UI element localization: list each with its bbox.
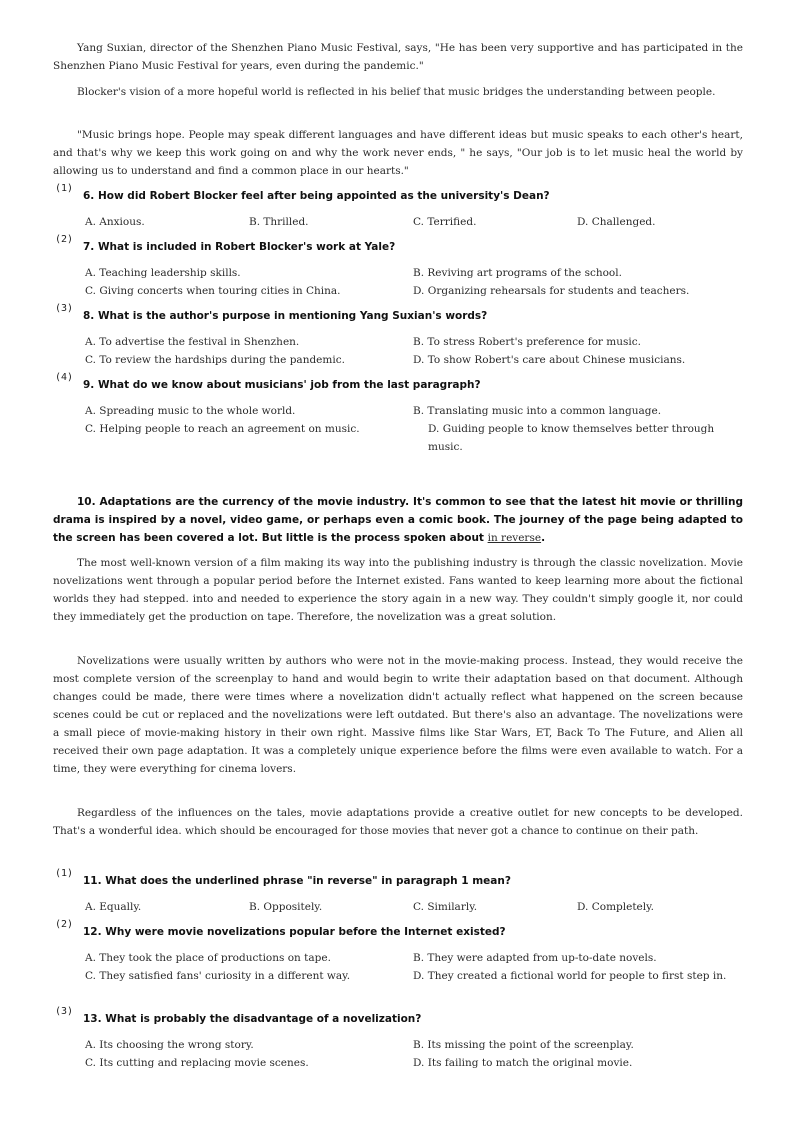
q11-option-d[interactable]: D. Completely. [577, 901, 654, 913]
q6-option-a[interactable]: A. Anxious. [85, 216, 145, 228]
q7-option-b[interactable]: B. Reviving art programs of the school. [413, 267, 622, 279]
q13-option-b[interactable]: B. Its missing the point of the screenplay. [413, 1039, 634, 1051]
passage2-intro-text: 10. Adaptations are the currency of the movie industry. It's common to see that the latest hit movie or thrilling drama is inspired by a novel, video game, or perhaps even a comic book. The journey of the page being adapted to the screen has been covered a lot. But little is the process spoken about [53, 496, 743, 544]
passage2-intro-end: . [541, 532, 546, 544]
q9-option-d[interactable]: D. Guiding people to know themselves better through music. [428, 423, 715, 453]
underlined-phrase: in reverse [487, 532, 542, 544]
q7-option-a[interactable]: A. Teaching leadership skills. [85, 267, 241, 279]
q8-option-d[interactable]: D. To show Robert's care about Chinese musicians. [413, 354, 686, 366]
question-12-text: 12. Why were movie novelizations popular before the Internet existed? [83, 926, 506, 938]
question-13-text: 13. What is probably the disadvantage of a novelization? [83, 1013, 422, 1025]
q6-option-c[interactable]: C. Terrified. [413, 216, 477, 228]
q9-option-c[interactable]: C. Helping people to reach an agreement on music. [85, 423, 360, 435]
question-number: (1) [55, 868, 74, 879]
q11-option-a[interactable]: A. Equally. [85, 901, 142, 913]
passage1-paragraph-3: "Music brings hope. People may speak different languages and have different ideas but music speaks to each other's heart, and that's why we keep this work going on and why the work never ends, " he says, "Our job is to let music heal the world by allowing us to understand and find a common place in our hearts." [53, 129, 743, 177]
q9-option-b[interactable]: B. Translating music into a common language. [413, 405, 662, 417]
q13-option-a[interactable]: A. Its choosing the wrong story. [85, 1039, 254, 1051]
q8-option-a[interactable]: A. To advertise the festival in Shenzhen. [85, 336, 300, 348]
passage1-paragraph-2: Blocker's vision of a more hopeful world is reflected in his belief that music bridges the understanding between people. [77, 86, 716, 98]
question-11-text: 11. What does the underlined phrase "in reverse" in paragraph 1 mean? [83, 875, 511, 887]
passage2-paragraph-3: Regardless of the influences on the tales, movie adaptations provide a creative outlet for new concepts to be developed. That's a wonderful idea. which should be encouraged for those movies that never got a chance to continue on their path. [53, 807, 743, 837]
question-number: (3) [55, 1006, 74, 1017]
passage2-intro [53, 493, 743, 547]
question-number: (4) [55, 372, 74, 383]
q12-option-b[interactable]: B. They were adapted from up-to-date novels. [413, 952, 657, 964]
q13-option-d[interactable]: D. Its failing to match the original movie. [413, 1057, 633, 1069]
question-number: (2) [55, 234, 74, 245]
question-7-text: 7. What is included in Robert Blocker's work at Yale? [83, 241, 396, 253]
q8-option-b[interactable]: B. To stress Robert's preference for music. [413, 336, 641, 348]
q12-option-a[interactable]: A. They took the place of productions on tape. [85, 952, 331, 964]
q12-option-d[interactable]: D. They created a fictional world for people to first step in. [413, 970, 727, 982]
question-6-text: 6. How did Robert Blocker feel after being appointed as the university's Dean? [83, 190, 550, 202]
q13-option-c[interactable]: C. Its cutting and replacing movie scenes. [85, 1057, 309, 1069]
question-8-text: 8. What is the author's purpose in mentioning Yang Suxian's words? [83, 310, 488, 322]
q9-option-a[interactable]: A. Spreading music to the whole world. [85, 405, 296, 417]
q8-option-c[interactable]: C. To review the hardships during the pandemic. [85, 354, 345, 366]
passage2-paragraph-2: Novelizations were usually written by authors who were not in the movie-making process. Instead, they would receive the most complete version of the screenplay to hand and would begin to write their adaptation based on that document. Although changes could be made, there were times where a novelization didn't actually reflect what happened on the screen because scenes could be cut or replaced and the novelizations were left outdated. But there's also an advantage. The novelizations were a small piece of movie-making history in their own right. Massive films like Star Wars, ET, Back To The Future, and Alien all received their own page adaptation. It was a completely unique experience before the films were even available to watch. For a time, they were everything for cinema lovers. [53, 655, 743, 775]
q7-option-c[interactable]: C. Giving concerts when touring cities in China. [85, 285, 341, 297]
q11-option-c[interactable]: C. Similarly. [413, 901, 478, 913]
question-number: (2) [55, 919, 74, 930]
q6-option-b[interactable]: B. Thrilled. [249, 216, 309, 228]
q7-option-d[interactable]: D. Organizing rehearsals for students and teachers. [413, 285, 690, 297]
q6-option-d[interactable]: D. Challenged. [577, 216, 656, 228]
question-9-text: 9. What do we know about musicians' job from the last paragraph? [83, 379, 481, 391]
question-number: (3) [55, 303, 74, 314]
q12-option-c[interactable]: C. They satisfied fans' curiosity in a different way. [85, 970, 351, 982]
question-number: (1) [55, 183, 74, 194]
passage1-paragraph-1: Yang Suxian, director of the Shenzhen Piano Music Festival, says, "He has been very supportive and has participated in the Shenzhen Piano Music Festival for years, even during the pandemic." [53, 42, 743, 72]
passage2-paragraph-1: The most well-known version of a film making its way into the publishing industry is through the classic novelization. Movie novelizations went through a popular period before the Internet existed. Fans wanted to keep learning more about the fictional worlds they had stepped. into and needed to experience the story again in a new way. They couldn't simply google it, nor could they immediately get the production on tape. Therefore, the novelization was a great solution. [53, 557, 743, 623]
q11-option-b[interactable]: B. Oppositely. [249, 901, 323, 913]
